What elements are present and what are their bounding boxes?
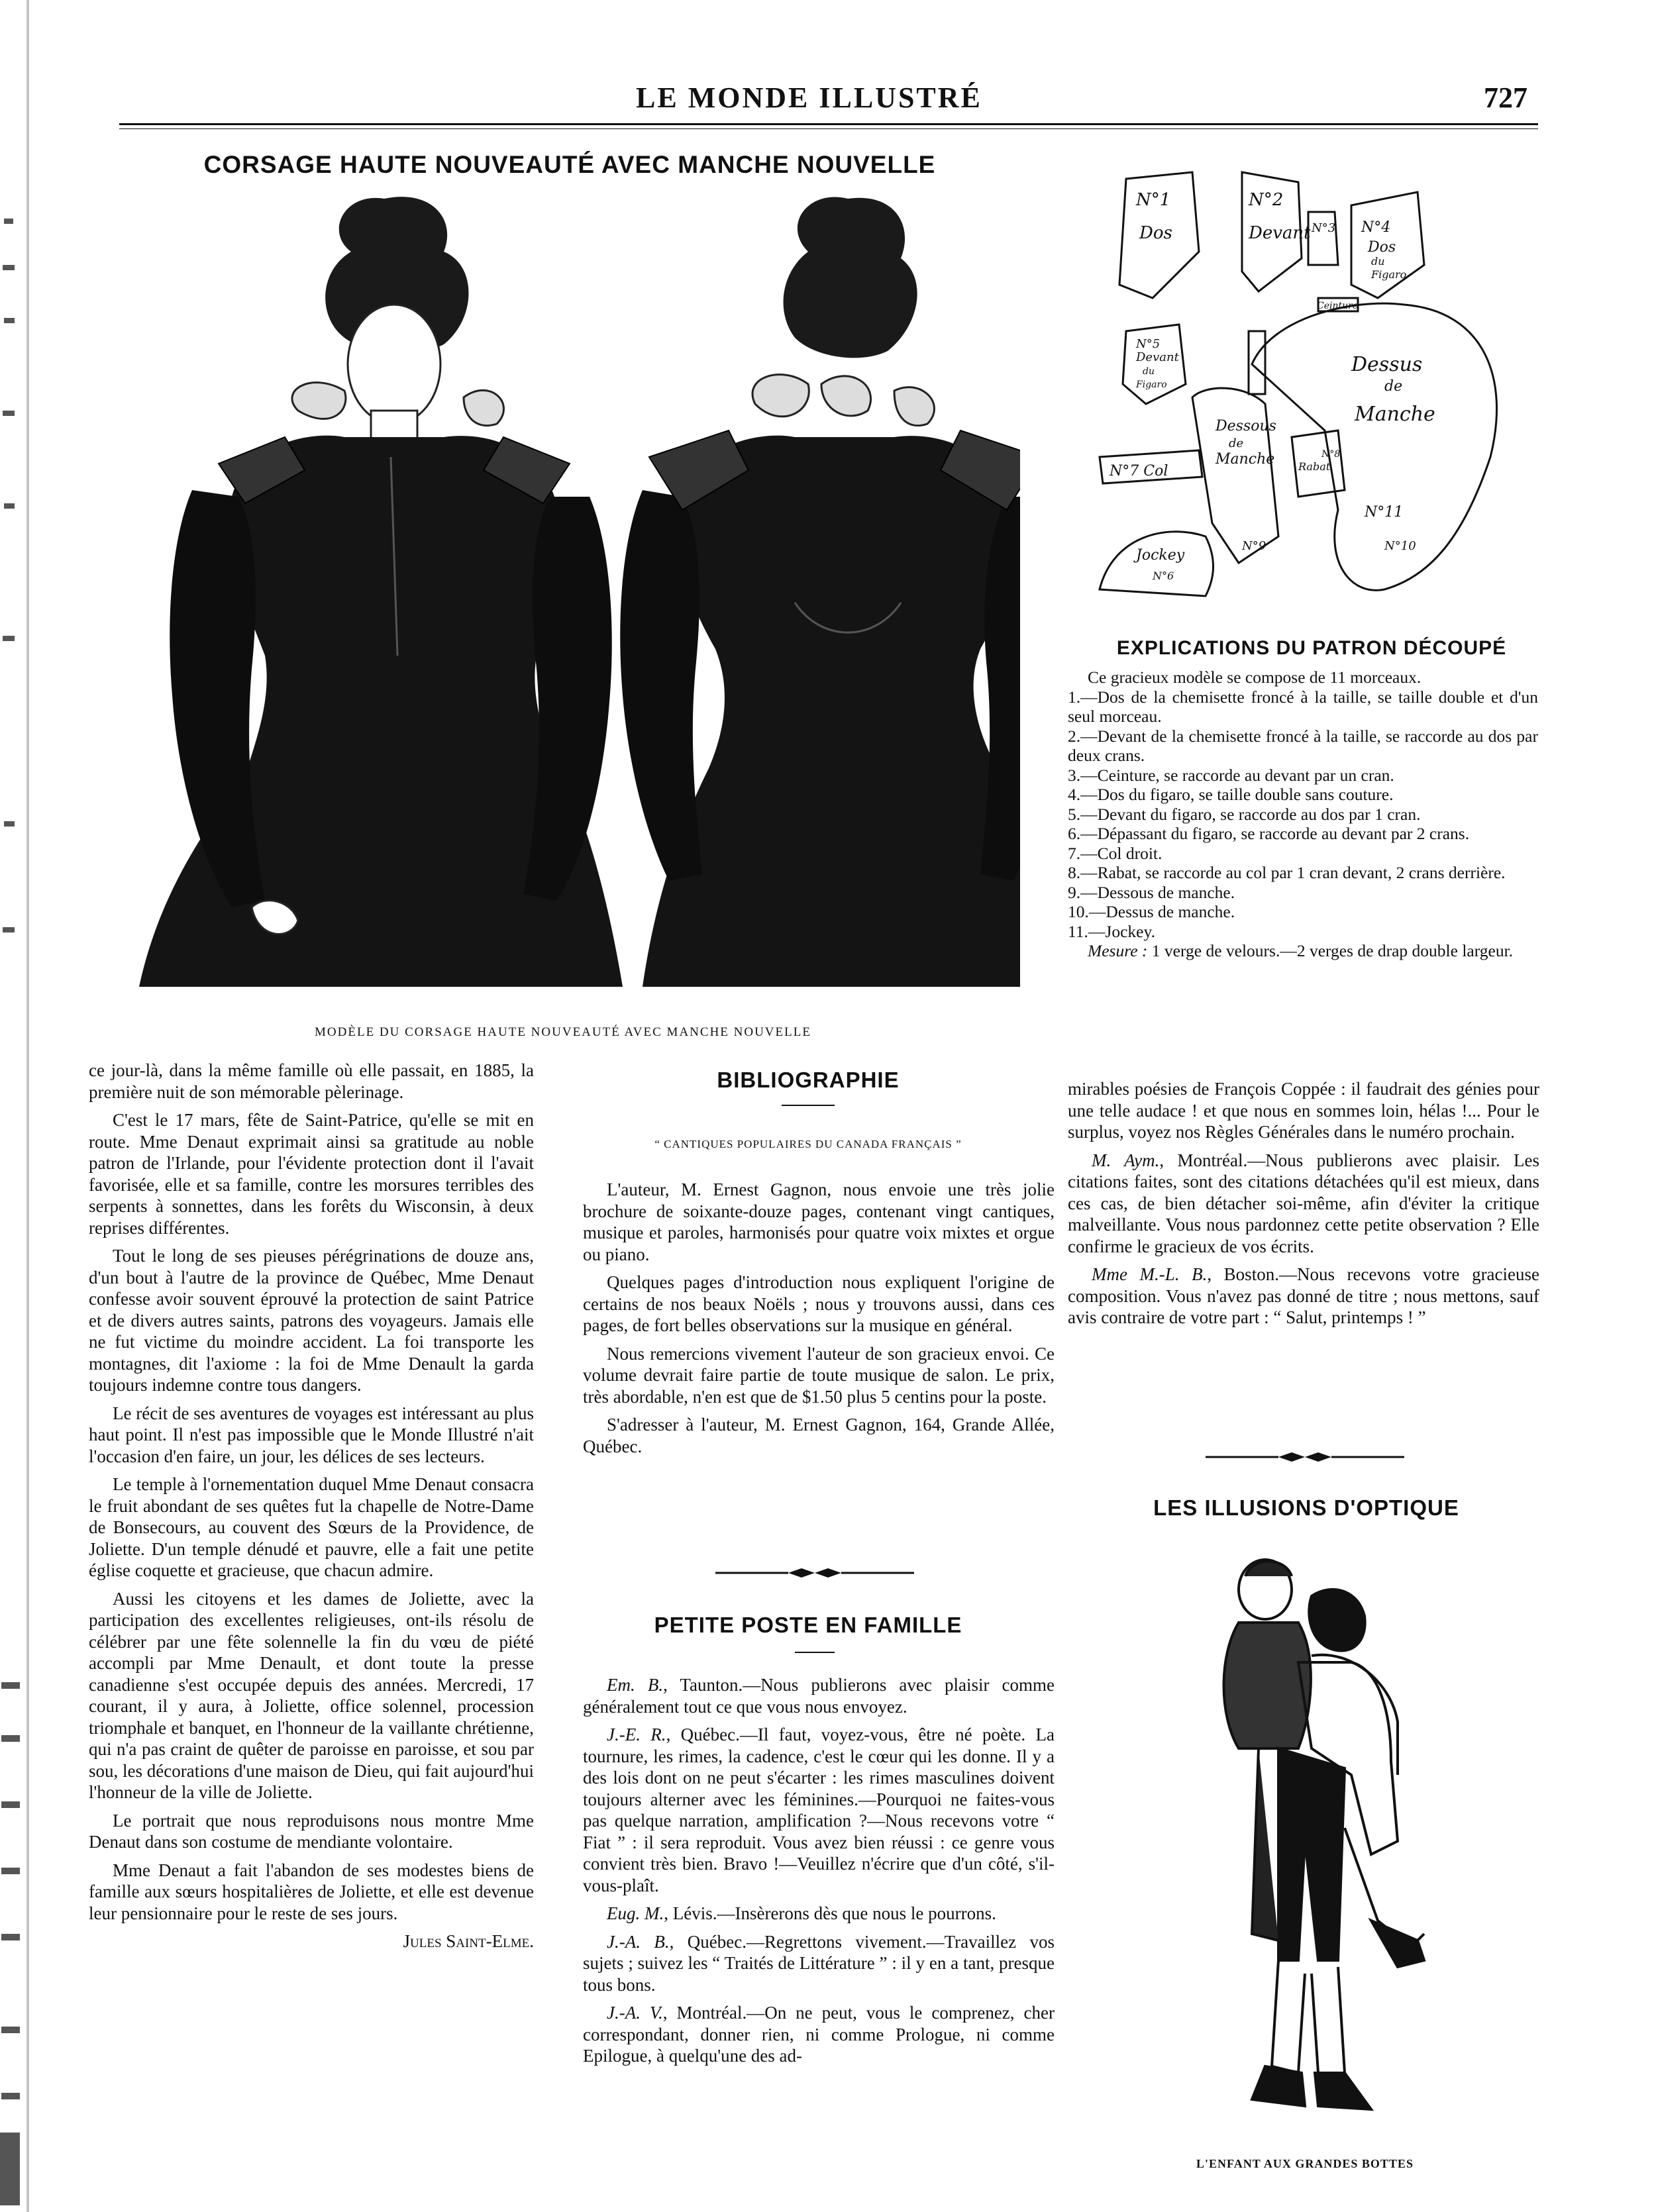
article-paragraph: ce jour-là, dans la même famille où elle passait, en 1885, la première nuit de son mémorable pèlerinage.: [89, 1060, 534, 1102]
poste-continuation: mirables poésies de François Coppée : il faudrait des génies pour une telle audace ! et que nous en sommes loin, hélas !... Pour le surplus, voyez nos Règles Générales dans le numéro prochain.: [1068, 1079, 1539, 1142]
poste-entry: [583, 1931, 1055, 1996]
bibliographie-rule: [782, 1105, 835, 1106]
bibliographie-paragraph: Nous remercions vivement l'auteur de son gracieux envoi. Ce volume devrait faire partie de toute musique de salon. Le prix, très abordable, n'en est que de $1.50 plus 5 centins pour la poste.: [583, 1343, 1055, 1407]
pattern-label-5: N°3: [1312, 221, 1336, 235]
pattern-label-9: Figaro: [1371, 268, 1407, 281]
poste-entry: [583, 2002, 1055, 2067]
pattern-explanations: [1068, 668, 1538, 961]
poste-entry-name: J.-A. B.: [607, 1931, 670, 1952]
pattern-label-20: Rabat: [1298, 460, 1331, 473]
pattern-label-8: du: [1371, 255, 1385, 268]
section-ornament: [715, 1566, 914, 1580]
pattern-label-7: Dos: [1368, 239, 1396, 256]
illusion-illustration: [1179, 1550, 1431, 2133]
pattern-item: 7.—Col droit.: [1068, 843, 1163, 863]
poste-entry-name: Eug. M.: [607, 1903, 664, 1923]
poste-entry-text: , Montréal.—Nous publierons avec plaisir. Les citations faites, sont des citations détachées qu'il est mieux, dans ces cas, de bien détacher soi-même, afin d'éviter la critique malveillante. Vous nous pardonnez cette petite observation ? Elle confirme le gracieux de vos écrits.: [1068, 1150, 1539, 1256]
article-paragraph: Tout le long de ses pieuses pérégrinations de douze ans, d'un bout à l'autre de la province de Québec, Mme Denaut confesse avoir souvent éprouvé la protection de saint Patrice et de divers autres saints, patrons des voyageurs. Jamais elle ne fut victime du moindre accident. La foi transporte les montagnes, dit l'axiome : la foi de Mme Denault la garda toujours indemne contre tous dangers.: [89, 1246, 534, 1395]
pattern-label-25: N°10: [1384, 539, 1416, 553]
pattern-label-15: N°7 Col: [1110, 463, 1168, 479]
page-edge-marks: [0, 0, 40, 2212]
illusions-caption: L'ENFANT AUX GRANDES BOTTES: [1196, 2157, 1414, 2170]
pattern-label-12: Devant: [1136, 350, 1179, 364]
pattern-label-11: N°5: [1136, 337, 1161, 351]
pattern-item: 1.—Dos de la chemisette froncé à la taille, se taille double et d'un seul morceau.: [1068, 687, 1538, 726]
article-paragraph: Le récit de ses aventures de voyages est intéressant au plus haut point. Il n'est pas impossible que le Monde Illustré n'ait l'occasion d'en faire, un jour, les délices de ses lecteurs.: [89, 1403, 534, 1466]
pattern-label-10: Ceinture: [1317, 301, 1359, 311]
right-column: [1068, 1078, 1539, 1335]
poste-entry-text: , Taunton.—Nous publierons avec plaisir comme généralement tout ce que vous nous envoyez.: [583, 1675, 1055, 1717]
pattern-item: 5.—Devant du figaro, se raccorde au dos par 1 cran.: [1068, 804, 1421, 824]
poste-entry-name: M. Aym.: [1092, 1150, 1160, 1170]
section-ornament-right: [1206, 1450, 1404, 1464]
pattern-item: 4.—Dos du figaro, se taille double sans couture.: [1068, 785, 1394, 804]
page-header-title: LE MONDE ILLUSTRÉ: [636, 81, 982, 114]
header-rule-thin: [119, 128, 1538, 129]
pattern-item: 9.—Dessous de manche.: [1068, 882, 1235, 902]
pattern-item: 3.—Ceinture, se raccorde au devant par un cran.: [1068, 765, 1394, 785]
poste-entry-text: , Québec.—Regrettons vivement.—Travaillez vos sujets ; suivez les “ Traités de Littérature ” : il y en a tant, presque tous bons.: [583, 1931, 1055, 1995]
article-paragraph: Aussi les citoyens et les dames de Joliette, avec la participation des excellentes religieuses, ont-ils résolu de célébrer par une fête solennelle la fin du vœu de piété accompli par Mme Denault, et dont toute la presse canadienne s'est occupée depuis des années. Mercredi, 17 courant, il y aura, à Joliette, office solennel, procession triomphale et banquet, en l'honneur de la vaillante chrétienne, qui n'a pas craint de quêter de paroisse en paroisse, et sou par sou, les décorations d'une maison de Dieu, qui fait aujourd'hui l'honneur de la ville de Joliette.: [89, 1588, 534, 1802]
pattern-label-22: Dessus: [1351, 353, 1423, 376]
pattern-item: 10.—Dessus de manche.: [1068, 902, 1235, 921]
poste-entry: [583, 1724, 1055, 1896]
pattern-label-13: du: [1143, 366, 1155, 377]
pattern-label-17: de: [1229, 436, 1244, 450]
poste-entry: [583, 1903, 1055, 1925]
article-paragraph: Mme Denaut a fait l'abandon de ses modestes biens de famille aux sœurs hospitalières de Joliette, et elle est devenue leur pensionnaire pour le reste de ses jours.: [89, 1860, 534, 1923]
article-paragraph: Le temple à l'ornementation duquel Mme Denaut consacra le fruit abondant de ses quêtes fut la chapelle de Notre-Dame de Bonsecours, au couvent des Sœurs de la Providence, de Joliette. D'un temple dénudé et pauvre, elle a fait une petite église coquette et gracieuse, que chacun admire.: [89, 1474, 534, 1580]
pattern-title: EXPLICATIONS DU PATRON DÉCOUPÉ: [1116, 637, 1507, 659]
pattern-item: 11.—Jockey.: [1068, 921, 1155, 941]
pattern-label-4: Devant: [1249, 223, 1311, 243]
pattern-label-28: N°6: [1153, 570, 1174, 582]
page-number: 727: [1484, 81, 1527, 114]
corsage-back-figure: [620, 197, 1020, 987]
pattern-label-6: N°4: [1361, 219, 1391, 236]
poste-entry: [1068, 1150, 1539, 1258]
bibliographie-paragraph: S'adresser à l'auteur, M. Ernest Gagnon, 164, Grande Allée, Québec.: [583, 1415, 1055, 1456]
pattern-label-27: Jockey: [1136, 547, 1185, 564]
pattern-label-2: Dos: [1139, 223, 1172, 243]
poste-entry-text: , Montréal.—On ne peut, vous le comprenez, cher correspondant, donner rien, ni comme Prologue, ni comme Epilogue, à quelqu'une des ad-: [583, 2003, 1055, 2066]
bibliographie-body: [583, 1179, 1055, 1464]
pattern-label-21: N°8: [1321, 449, 1341, 460]
bibliographie-subtitle: “ CANTIQUES POPULAIRES DU CANADA FRANÇAIS ”: [654, 1138, 962, 1150]
pattern-label-19: N°9: [1242, 539, 1266, 553]
header-rule: [119, 123, 1538, 125]
petite-poste-rule: [795, 1652, 835, 1653]
illusions-title: LES ILLUSIONS D'OPTIQUE: [1153, 1495, 1459, 1520]
poste-entry: [583, 1674, 1055, 1717]
pattern-mesure: [1068, 941, 1538, 961]
pattern-item: 2.—Devant de la chemisette froncé à la taille, se raccorde au dos par deux crans.: [1068, 726, 1538, 765]
bibliographie-title: BIBLIOGRAPHIE: [717, 1068, 900, 1092]
poste-entry-name: J.-E. R.: [607, 1725, 666, 1744]
pattern-label-3: N°2: [1249, 190, 1284, 210]
pattern-label-26: N°11: [1365, 504, 1404, 521]
pattern-label-23: de: [1384, 378, 1403, 395]
poste-entry: [1068, 1264, 1539, 1329]
pattern-item: 6.—Dépassant du figaro, se raccorde au devant par 2 crans.: [1068, 824, 1470, 843]
poste-entry-text: , Lévis.—Insèrerons dès que nous le pourrons.: [664, 1903, 996, 1923]
corsage-front-figure: [139, 197, 623, 987]
mesure-text: 1 verge de velours.—2 verges de drap double largeur.: [1147, 941, 1514, 960]
poste-entry-text: , Boston.—Nous recevons votre gracieuse composition. Vous n'avez pas donné de titre ; nous mettons, sauf avis contraire de votre part : “ Salut, printemps ! ”: [1068, 1264, 1540, 1327]
pattern-diagram: [1073, 166, 1550, 629]
pattern-label-24: Manche: [1355, 403, 1435, 426]
bibliographie-paragraph: L'auteur, M. Ernest Gagnon, nous envoie une très jolie brochure de soixante-douze pages, contenant vingt cantiques, musique et paroles, harmonisés pour quatre voix mixtes et orgue ou piano.: [583, 1180, 1055, 1264]
pattern-intro: Ce gracieux modèle se compose de 11 morceaux.: [1088, 668, 1421, 687]
mesure-label: Mesure :: [1088, 941, 1148, 960]
pattern-label-14: Figaro: [1136, 379, 1167, 390]
corsage-caption: MODÈLE DU CORSAGE HAUTE NOUVEAUTÉ AVEC MANCHE NOUVELLE: [315, 1025, 811, 1039]
poste-entry-name: J.-A. V.: [607, 2003, 663, 2023]
pattern-item: 8.—Rabat, se raccorde au col par 1 cran devant, 2 crans derrière.: [1068, 863, 1506, 882]
left-column: [89, 1060, 534, 1952]
pattern-label-18: Manche: [1215, 451, 1275, 468]
poste-entry-text: , Québec.—Il faut, voyez-vous, être né poète. La tournure, les rimes, la cadence, c'est le cœur qui les donne. Il y a des lois dont on ne peut s'écarter : les rimes masculines doivent toujours alterner avec les féminines.—Pourquoi ne faites-vous pas quelque narration, amplification ?—Nous recevons votre “ Fiat ” : il sera reproduit. Vous avez bien réussi : ce genre vous convient très bien. Bravo !—Veuillez n'écrire que d'un côté, s'il-vous-plaît.: [583, 1725, 1055, 1895]
poste-entry-name: Em. B.: [607, 1675, 664, 1695]
petite-poste-body: [583, 1674, 1055, 2074]
corsage-illustration: [132, 192, 1020, 1007]
article-paragraph: Le portrait que nous reproduisons nous montre Mme Denaut dans son costume de mendiante volontaire.: [89, 1810, 534, 1852]
poste-entry-name: Mme M.-L. B.: [1092, 1264, 1208, 1284]
article-paragraph: C'est le 17 mars, fête de Saint-Patrice, qu'elle se mit en route. Mme Denaut exprimait ainsi sa gratitude au noble patron de l'Irlande, pour l'évidente protection dont il l'avait favorisée, elle et sa famille, contre les morsures terribles des serpents à sonnettes, dans les forêts du Wisconsin, à deux reprises différentes.: [89, 1110, 534, 1238]
corsage-title: CORSAGE HAUTE NOUVEAUTÉ AVEC MANCHE NOUVELLE: [203, 151, 936, 178]
bibliographie-paragraph: Quelques pages d'introduction nous expliquent l'origine de certains de nos beaux Noëls ; nous y trouvons aussi, dans ces pages, de fort belles observations sur la musique en général.: [583, 1272, 1055, 1335]
petite-poste-title: PETITE POSTE EN FAMILLE: [654, 1613, 962, 1637]
article-signature: Jules Saint-Elme.: [403, 1931, 534, 1951]
pattern-label-1: N°1: [1136, 190, 1171, 210]
pattern-label-16: Dessous: [1215, 418, 1276, 434]
